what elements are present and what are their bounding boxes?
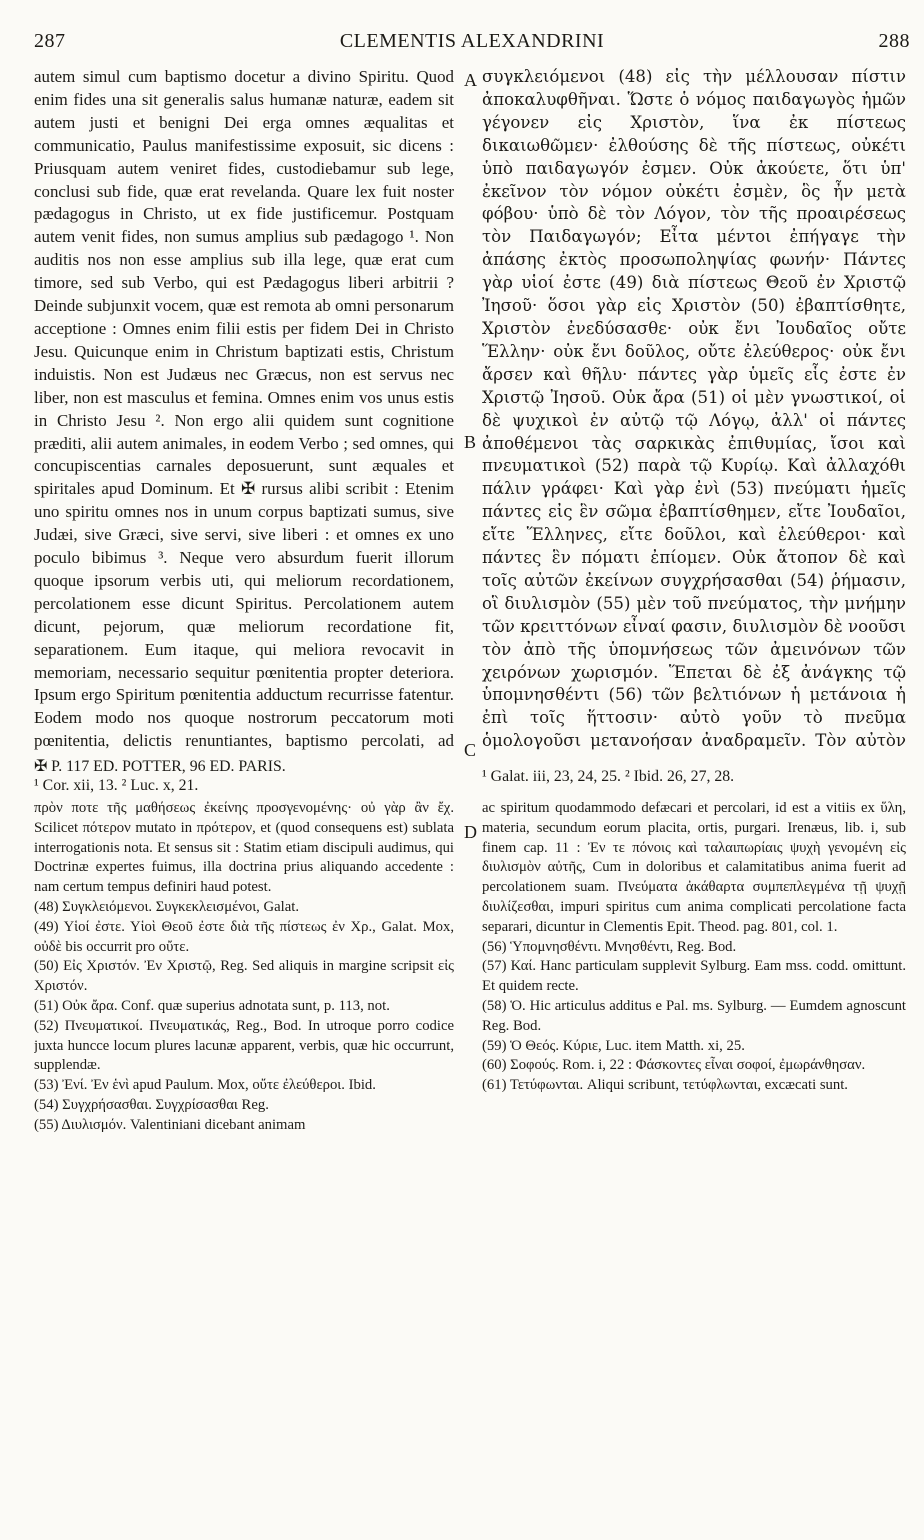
- latin-text: autem simul cum baptismo docetur a divino Spiritu. Quod enim fides una sit generalis salus humanæ naturæ, eadem sit autem justi et benigni Dei erga omnes æqualitas et communicatio, Paulus manifestissime exposuit, sic dicens : Priusquam autem veniret fides, custodiebamur sub lege, conclusi sub fide, quæ erat revelanda. Quare lex fuit noster pædagogus in Christo, ut ex fide justificemur. Postquam autem venit fides, non sumus amplius sub pædagogo ¹. Non auditis nos non esse amplius sub illa lege, quæ erat cum timore, sed sub Verbo, qui est Pædagogus liberi arbitrii ? Deinde subjunxit vocem, quæ est remota ab omni personarum acceptione : Omnes enim filii estis per fidem Dei in Christo Jesu. Quicunque enim in Christum baptizati estis, Christum induistis. Non est Judæus nec Græcus, non est servus nec liber, non est masculus et femina. Omnes enim vos unus estis in Christo Jesu ². Non ergo alii quidem sunt cognitione præditi, alii autem animales, in eodem Verbo ; sed omnes, qui concupiscentias carnales deposuerunt, sunt æquales et spiritales apud Dominum. Et ✠ rursus alibi scribit : Etenim uno spiritu omnes nos in unum corpus baptizati sumus, sive Judæi, sive Græci, sive servi, sive liberi : et omnes ex uno poculo bibimus ³. Neque vero absurdum fuerit illorum quoque ipsorum verbis uti, qui meliorum recordationem, percolationem esse dicunt Spiritus. Percolationem autem dicunt, pejorum, quæ meliorum recordatione fit, separationem. Eum itaque, qui meliora revocavit in memoriam, necessario sequitur pœnitentia propter deteriora. Ipsum ergo Spiritum pœnitentia adductum recurrisse fatentur. Eodem modo nos quoque nostrorum peccatorum moti pœnitentia, delictis renuntiantes, baptismo percolati, ad: [34, 67, 454, 751]
- note-paragraph: (50) Εἰς Χριστόν. Ἐν Χριστῷ, Reg. Sed aliquis in margine scripsit εἰς Χριστόν.: [34, 958, 454, 995]
- page-number-right: 288: [878, 30, 910, 52]
- note-paragraph: (51) Οὐκ ἄρα. Conf. quæ superius adnotata sunt, p. 113, not.: [34, 997, 390, 1014]
- page-number-left: 287: [34, 30, 66, 52]
- section-marker-b: B: [464, 432, 477, 452]
- note-paragraph: (48) Συγκλειόμενοι. Συγκεκλεισμένοι, Galat.: [34, 898, 299, 915]
- greek-text: συγκλειόμενοι (48) εἰς τὴν μέλλουσαν πίστιν ἀποκαλυφθῆναι. Ὥστε ὁ νόμος παιδαγωγὸς ἡμῶν γέγονεν εἰς Χριστὸν, ἵνα ἐκ πίστεως δικαιωθῶμεν· ἐλθούσης δὲ τῆς πίστεως, οὐκέτι ὑπὸ παιδαγωγόν ἐσμεν. Οὐκ ἀκούετε, ὅτι ὑπ' ἐκεῖνον τὸν νόμον οὐκέτι ἐσμὲν, ὃς ἦν μετὰ φόβου· ὑπὸ δὲ τὸν Λόγον, τὸν τῆς προαιρέσεως τὸν Παιδαγωγόν; Εἶτα μέντοι ἐπήγαγε τὴν ἀπάσης ἐκτὸς προσωποληψίας φωνήν· Πάντες γὰρ υἱοί ἐστε (49) διὰ πίστεως Θεοῦ ἐν Χριστῷ Ἰησοῦ· ὅσοι γὰρ εἰς Χριστὸν (50) ἐβαπτίσθητε, Χριστὸν ἐνεδύσασθε· οὐκ ἔνι Ἰουδαῖος οὔτε Ἕλλην· οὐκ ἔνι δοῦλος, οὔτε ἐλεύθερος· οὐκ ἔνι ἄρσεν καὶ θῆλυ· πάντες γὰρ ὑμεῖς εἷς ἐστε ἐν Χριστῷ Ἰησοῦ. Οὐκ ἄρα (51) οἱ μὲν γνωστικοί, οἱ δὲ ψυχικοὶ ἐν αὐτῷ τῷ Λόγῳ, ἀλλ' οἱ πάντες ἀποθέμενοι τὰς σαρκικὰς ἐπιθυμίας, ἴσοι καὶ πνευματικοὶ (52) παρὰ τῷ Κυρίῳ. Καὶ ἀλλαχόθι πάλιν γράφει· Καὶ γὰρ ἐνὶ (53) πνεύματι ἡμεῖς πάντες εἰς ἓν σῶμα ἐβαπτίσθημεν, εἴτε Ἰουδαῖοι, εἴτε Ἕλληνες, εἴτε δοῦλοι, καὶ ἐλεύθεροι· καὶ πάντες ἓν πόματι ἐπίομεν. Οὐκ ἄτοπον δὲ καὶ τοῖς αὐτῶν ἐκείνων συγχρήσασθαι (54) ῥήμασιν, οἳ διυλισμὸν (55) μὲν τοῦ πνεύματος, τὴν μνήμην τῶν κρειττόνων εἶναί φασιν, διυλισμὸν δὲ νοοῦσι τὸν ἀπὸ τῆς ὑπομνήσεως τῶν ἀμεινόνων τῶν χειρόνων χωρισμόν. Ἕπεται δὲ ἐξ ἀνάγκης τῷ ὑπομνησθέντι (56) τῶν βελτιόνων ἡ μετάνοια ἡ ἐπὶ τοῖς ἥττοσιν· αὐτὸ γοῦν τὸ πνεῦμα ὁμολογοῦσι μετανοήσαν ἀναδραμεῖν. Τὸν αὐτὸν: [482, 67, 906, 751]
- notes-right-column: [482, 799, 906, 1527]
- latin-column: [34, 66, 454, 752]
- note-paragraph: (57) Καί. Hanc particulam supplevit Sylburg. Eam mss. codd. omittunt. Et quidem recte.: [482, 958, 906, 995]
- note-paragraph: (58) Ὁ. Hic articulus additus e Pal. ms. Sylburg. — Eumdem agnoscunt Reg. Bod.: [482, 997, 906, 1034]
- note-paragraph: (49) Υἱοί ἐστε. Υἱοὶ Θεοῦ ἐστε διὰ τῆς πίστεως ἐν Χρ., Galat. Mox, οὐδὲ bis occurrit pro οὔτε.: [34, 918, 454, 955]
- running-header: [34, 30, 910, 56]
- section-marker-a: A: [464, 70, 477, 90]
- note-paragraph: (52) Πνευματικοί. Πνευματικάς, Reg., Bod. In utroque porro codice juxta huncce locum plures lacunæ apparent, verbis, quæ hic occurrunt, supplendæ.: [34, 1017, 454, 1074]
- note-paragraph: (56) Ὑπομνησθέντι. Μνησθέντι, Reg. Bod.: [482, 938, 737, 955]
- note-paragraph: (55) Διυλισμόν. Valentiniani dicebant animam: [34, 1116, 306, 1133]
- notes-left-column: [34, 799, 454, 1527]
- footnotes-right: ¹ Galat. iii, 23, 24, 25. ² Ibid. 26, 27, 28.: [482, 768, 735, 785]
- footnotes-left: ¹ Cor. xii, 13. ² Luc. x, 21.: [34, 777, 199, 794]
- note-paragraph: ac spiritum quodammodo defæcari et percolari, id est a vitiis ex ὕλη, materia, secundum eorum placita, ortis, purgari. Irenæus, lib. i, sub finem cap. 11 : Ἐν τε πόνοις καὶ ταλαιπωρίαις ψυχὴ γενομένη εἰς διυλισμὸν αὐτῆς, Cum in doloribus et calamitatibus anima fuerit ad percolationem suam. Πνεύματα ἀκάθαρτα συμπεπλεγμένα τῇ ψυχῇ διυλίζεσθαι, impuri spiritus cum anima complicati percolatione facta separari, dicuntur in Clementis Epit. Theod. pag. 801, col. 1.: [482, 800, 906, 935]
- note-paragraph: (60) Σοφούς. Rom. i, 22 : Φάσκοντες εἶναι σοφοί, ἐμωράνθησαν.: [482, 1057, 866, 1074]
- section-marker-d: D: [464, 822, 477, 842]
- note-paragraph: (61) Τετύφωνται. Aliqui scribunt, τετύφλωνται, excæcati sunt.: [482, 1077, 848, 1094]
- note-paragraph: (53) Ἐνί. Ἐν ἑνὶ apud Paulum. Mox, οὔτε ἐλεύθεροι. Ibid.: [34, 1077, 376, 1094]
- note-paragraph: (59) Ὁ Θεός. Κύριε, Luc. item Matth. xi, 25.: [482, 1037, 745, 1054]
- note-paragraph: πρὸν ποτε τῆς μαθήσεως ἐκείνης προσγενομένης· οὐ γὰρ ἂν ἔχ. Scilicet πότερον mutato in πρότερον, et (quod consequens est) sublata interrogationis nota. Et sensus sit : Statim etiam discipuli audimus, qui Doctrinæ expertes fuimus, illa doctrina prius aliquando accedente : nam certum tempus definiri haud potest.: [34, 800, 454, 896]
- running-title: CLEMENTIS ALEXANDRINI: [339, 30, 605, 52]
- greek-column: [482, 66, 906, 752]
- page-reference: ✠ P. 117 ED. POTTER, 96 ED. PARIS.: [34, 758, 286, 775]
- section-marker-c: C: [464, 740, 477, 760]
- note-paragraph: (54) Συγχρήσασθαι. Συγχρίσασθαι Reg.: [34, 1096, 269, 1113]
